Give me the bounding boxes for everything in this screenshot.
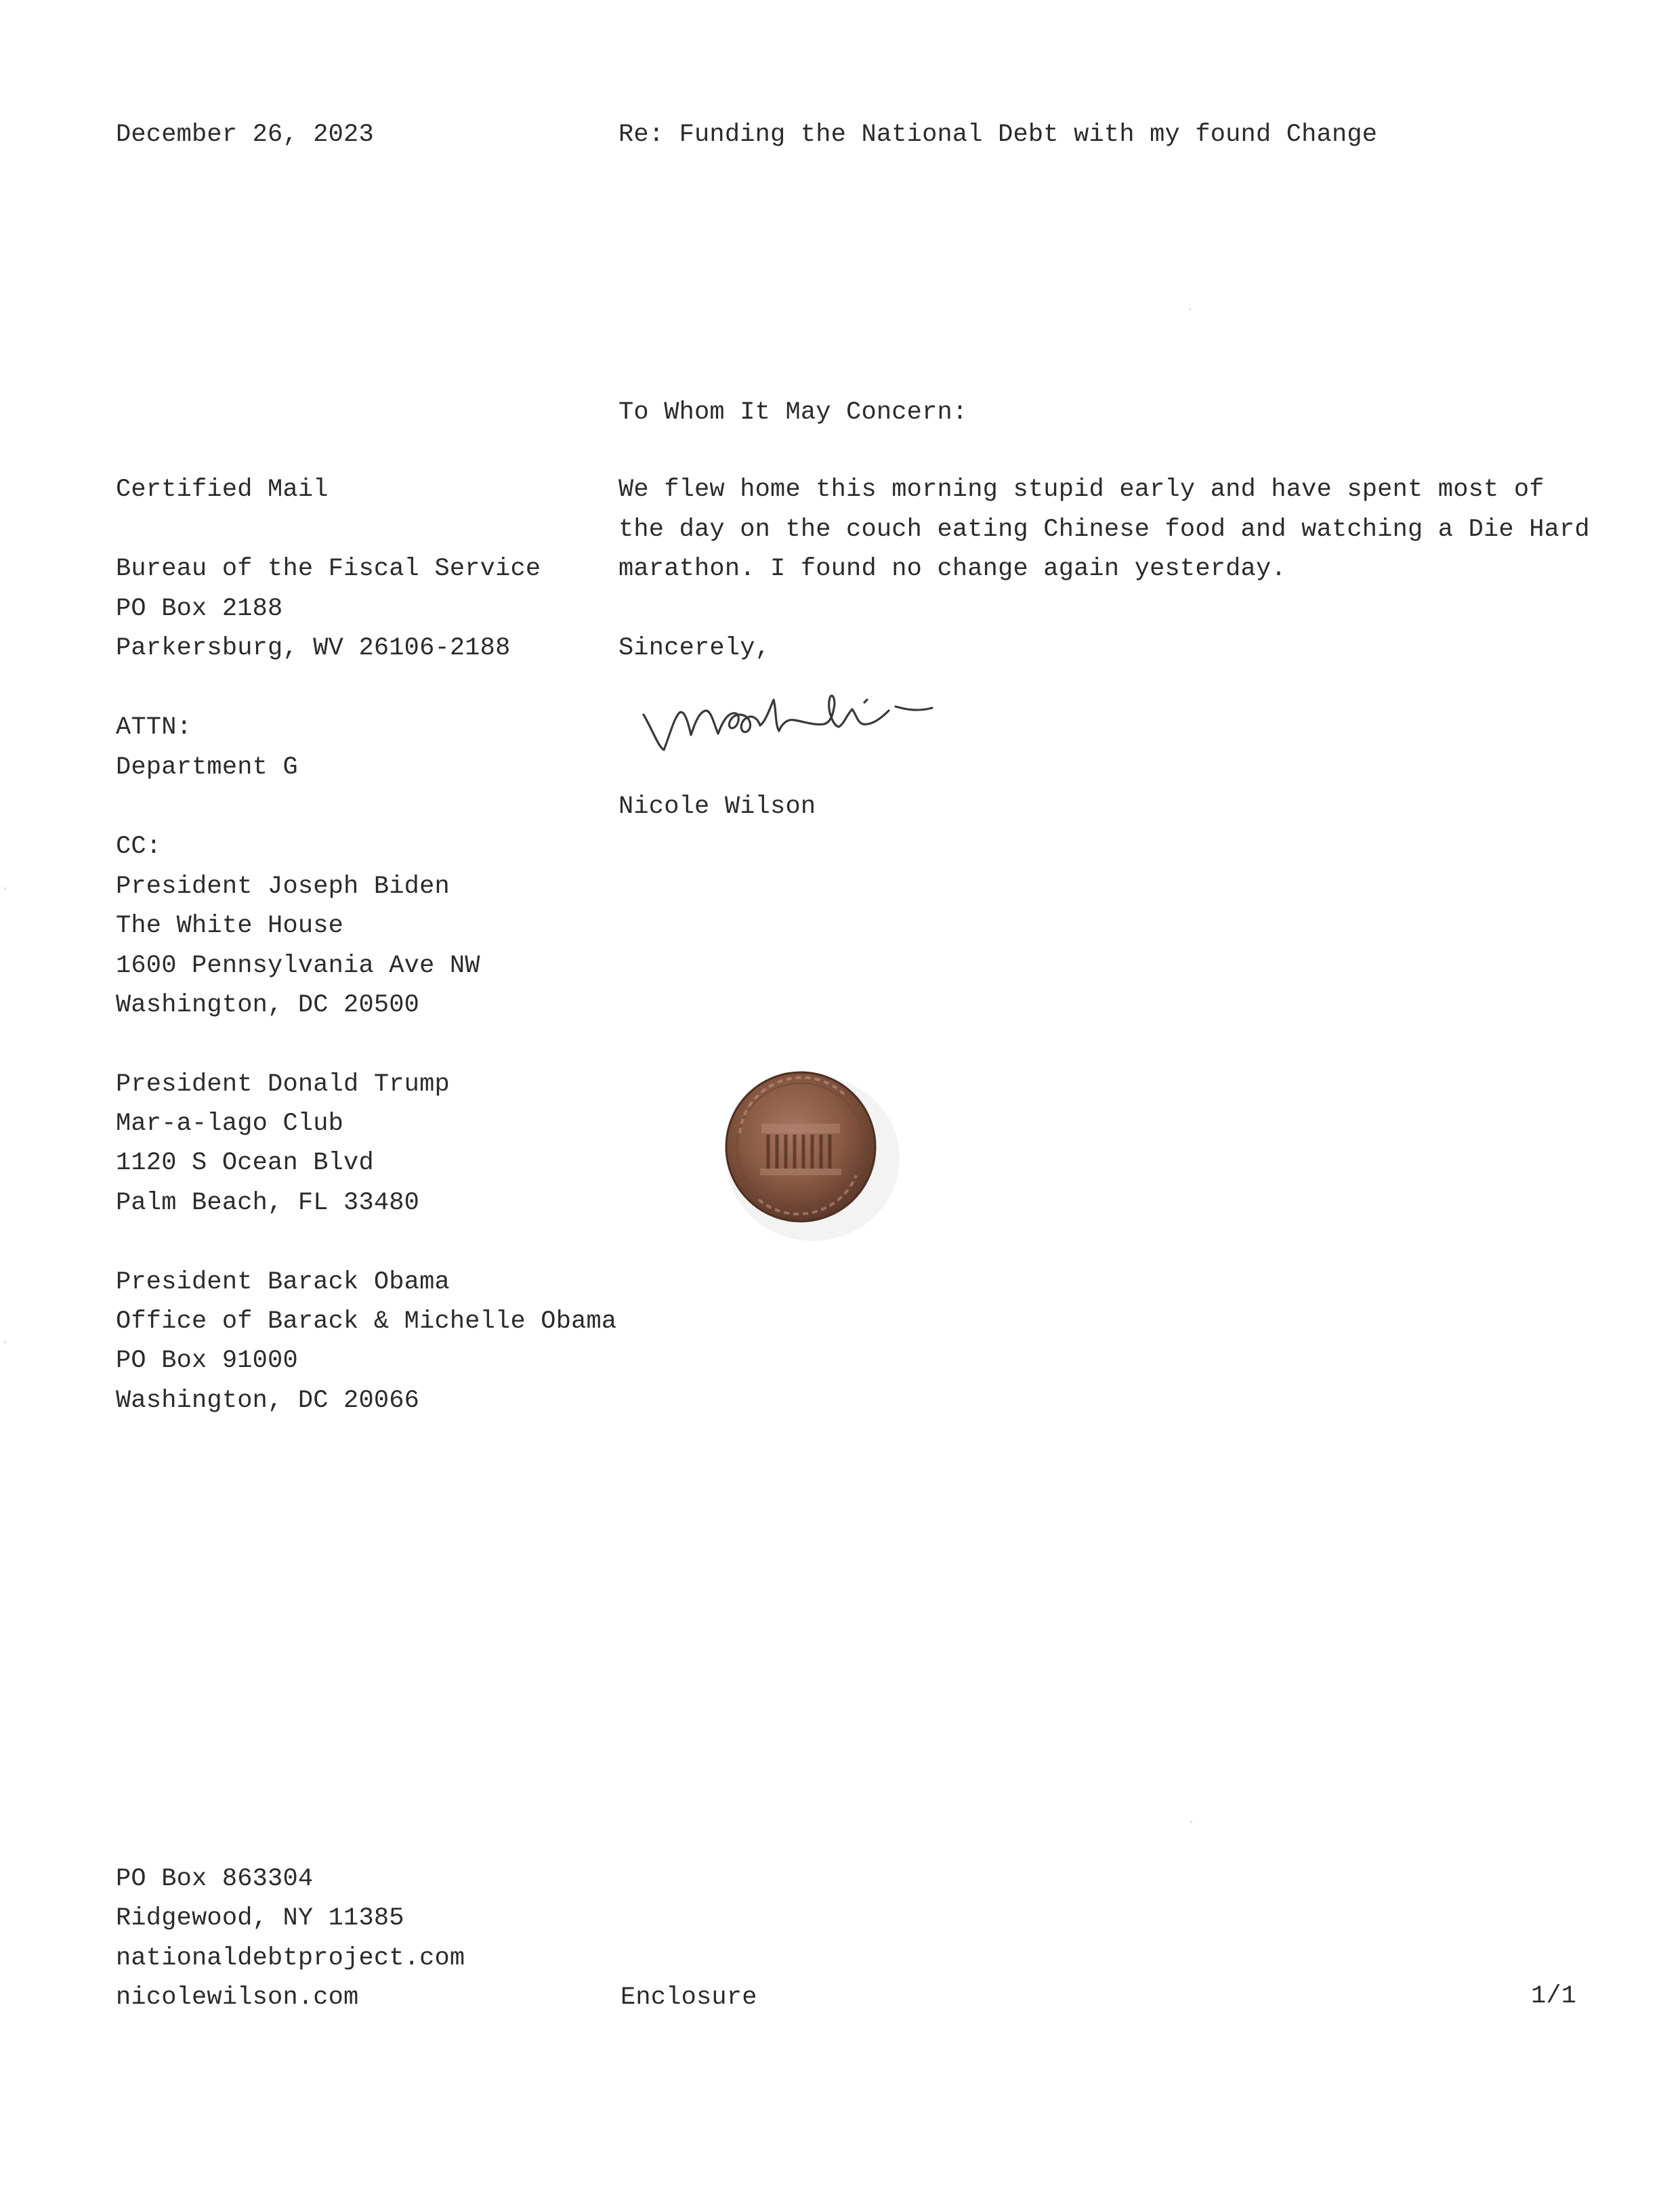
cc-trump-line3: 1120 S Ocean Blvd <box>116 1149 374 1177</box>
penny-coin-icon <box>711 1067 915 1243</box>
cc-trump-name: President Donald Trump <box>116 1070 450 1099</box>
signature-image <box>637 660 1003 776</box>
cc-obama-name: President Barack Obama <box>116 1268 450 1297</box>
cc-biden-line3: 1600 Pennsylvania Ave NW <box>116 952 480 980</box>
scan-speck <box>1189 308 1191 310</box>
cc-trump-line2: Mar-a-lago Club <box>116 1110 344 1138</box>
cc-biden-line2: The White House <box>116 912 344 940</box>
footer-website-link[interactable]: nicolewilson.com <box>116 1983 359 2012</box>
closing: Sincerely, <box>618 634 771 662</box>
footer-po-box: PO Box 863304 <box>116 1865 314 1893</box>
recipient-address-line: PO Box 2188 <box>116 595 283 623</box>
recipient-name: Bureau of the Fiscal Service <box>116 555 541 583</box>
cc-obama-line3: PO Box 91000 <box>116 1347 298 1375</box>
salutation: To Whom It May Concern: <box>618 398 968 427</box>
cc-label: CC: <box>116 833 162 861</box>
cc-biden-name: President Joseph Biden <box>116 872 450 901</box>
enclosure-label: Enclosure <box>621 1983 757 2012</box>
body-line: the day on the couch eating Chinese food and watching a Die Hard <box>618 516 1590 544</box>
cc-obama-line4: Washington, DC 20066 <box>116 1387 420 1415</box>
scan-speck <box>1190 1821 1192 1823</box>
page-number: 1/1 <box>1531 1982 1577 2011</box>
scan-speck <box>4 887 6 889</box>
attn-label: ATTN: <box>116 713 192 742</box>
cc-obama-line2: Office of Barack & Michelle Obama <box>116 1307 617 1336</box>
delivery-method: Certified Mail <box>116 476 329 504</box>
scan-speck <box>4 1341 6 1343</box>
footer-city: Ridgewood, NY 11385 <box>116 1904 404 1933</box>
letter-subject: Re: Funding the National Debt with my found Change <box>618 121 1378 149</box>
body-line: marathon. I found no change again yesterday. <box>618 555 1286 583</box>
body-line: We flew home this morning stupid early and have spent most of <box>618 476 1545 504</box>
attn-value: Department G <box>116 753 298 782</box>
cc-biden-line4: Washington, DC 20500 <box>116 991 420 1019</box>
signer-name: Nicole Wilson <box>618 793 816 821</box>
recipient-city-line: Parkersburg, WV 26106-2188 <box>116 634 511 662</box>
cc-trump-line4: Palm Beach, FL 33480 <box>116 1189 420 1217</box>
letter-date: December 26, 2023 <box>116 121 374 149</box>
footer-website-link[interactable]: nationaldebtproject.com <box>116 1944 465 1973</box>
